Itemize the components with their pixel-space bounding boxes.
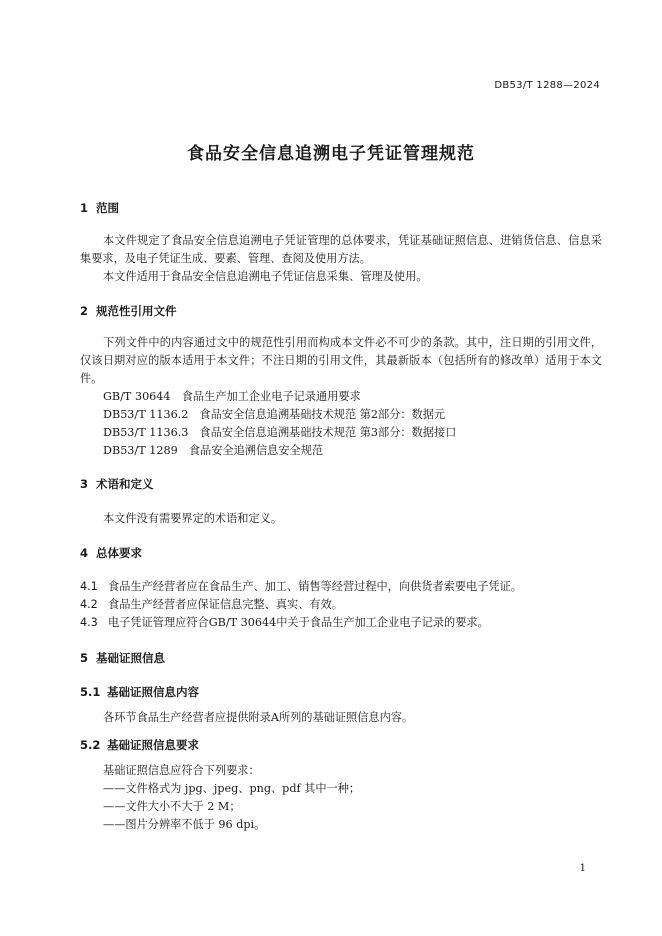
reference-item: DB53/T 1136.3 食品安全信息追溯基础技术规范 第3部分：数据接口 [103,426,457,439]
subsection-5-2-heading [80,737,199,753]
section-3-heading [80,476,154,492]
clause-number: 4.1 [80,580,98,593]
clause-number: 4.3 [80,616,98,629]
section-number: 1 [80,201,89,215]
section-2-paragraph-1: 下列文件中的内容通过文中的规范性引用而构成本文件必不可少的条款。其中，注日期的引用文件，仅该日期对应的版本适用于本文件；不注日期的引用文件，其最新版本（包括所有的修改单）适用于本文件。 [80,336,602,385]
section-1-paragraph-1: 本文件规定了食品安全信息追溯电子凭证管理的总体要求，凭证基础证照信息、进销货信息、信息采集要求，及电子凭证生成、要素、管理、查阅及使用方法。 [80,234,602,265]
section-number: 3 [80,477,89,491]
subsection-number: 5.2 [80,738,101,752]
requirement-intro: 基础证照信息应符合下列要求： [103,764,260,777]
reference-item: DB53/T 1289 食品安全追溯信息安全规范 [103,444,324,457]
section-3-paragraph-1: 本文件没有需要界定的术语和定义。 [103,512,283,525]
requirement-item: ——图片分辨率不低于 96 dpi。 [103,818,266,831]
reference-item: DB53/T 1136.2 食品安全信息追溯基础技术规范 第2部分：数据元 [103,408,446,421]
section-1-paragraph-2: 本文件适用于食品安全信息追溯电子凭证信息采集、管理及使用。 [103,270,428,283]
section-title: 术语和定义 [96,477,154,491]
section-number: 5 [80,651,89,665]
subsection-title: 基础证照信息内容 [107,685,199,699]
section-2-heading [80,303,177,319]
requirement-item: ——文件大小不大于 2 M； [103,800,241,813]
reference-item: GB/T 30644 食品生产加工企业电子记录通用要求 [103,390,361,403]
page-number: 1 [579,863,586,874]
section-title: 规范性引用文件 [96,304,177,318]
subsection-title: 基础证照信息要求 [107,738,199,752]
document-code: DB53/T 1288—2024 [494,80,600,91]
clause-item [80,614,489,632]
clause-text: 食品生产经营者应在食品生产、加工、销售等经营过程中，向供货者索要电子凭证。 [108,580,522,593]
section-title: 基础证照信息 [96,651,165,665]
section-title: 总体要求 [96,546,142,560]
section-title: 范围 [96,201,119,215]
section-number: 4 [80,546,89,560]
section-4-heading [80,545,142,561]
requirement-item: ——文件格式为 jpg、jpeg、png、pdf 其中一种； [103,782,361,795]
subsection-5-1-paragraph: 各环节食品生产经营者应提供附录A所列的基础证照信息内容。 [103,711,414,724]
section-1-heading [80,200,119,216]
section-number: 2 [80,304,89,318]
clause-text: 食品生产经营者应保证信息完整、真实、有效。 [108,598,343,611]
clause-number: 4.2 [80,598,98,611]
subsection-5-1-heading [80,684,199,700]
section-5-heading [80,650,165,666]
document-title: 食品安全信息追溯电子凭证管理规范 [187,144,475,164]
clause-item [80,578,522,596]
subsection-number: 5.1 [80,685,101,699]
clause-text: 电子凭证管理应符合GB/T 30644中关于食品生产加工企业电子记录的要求。 [108,616,489,629]
clause-item [80,596,343,614]
